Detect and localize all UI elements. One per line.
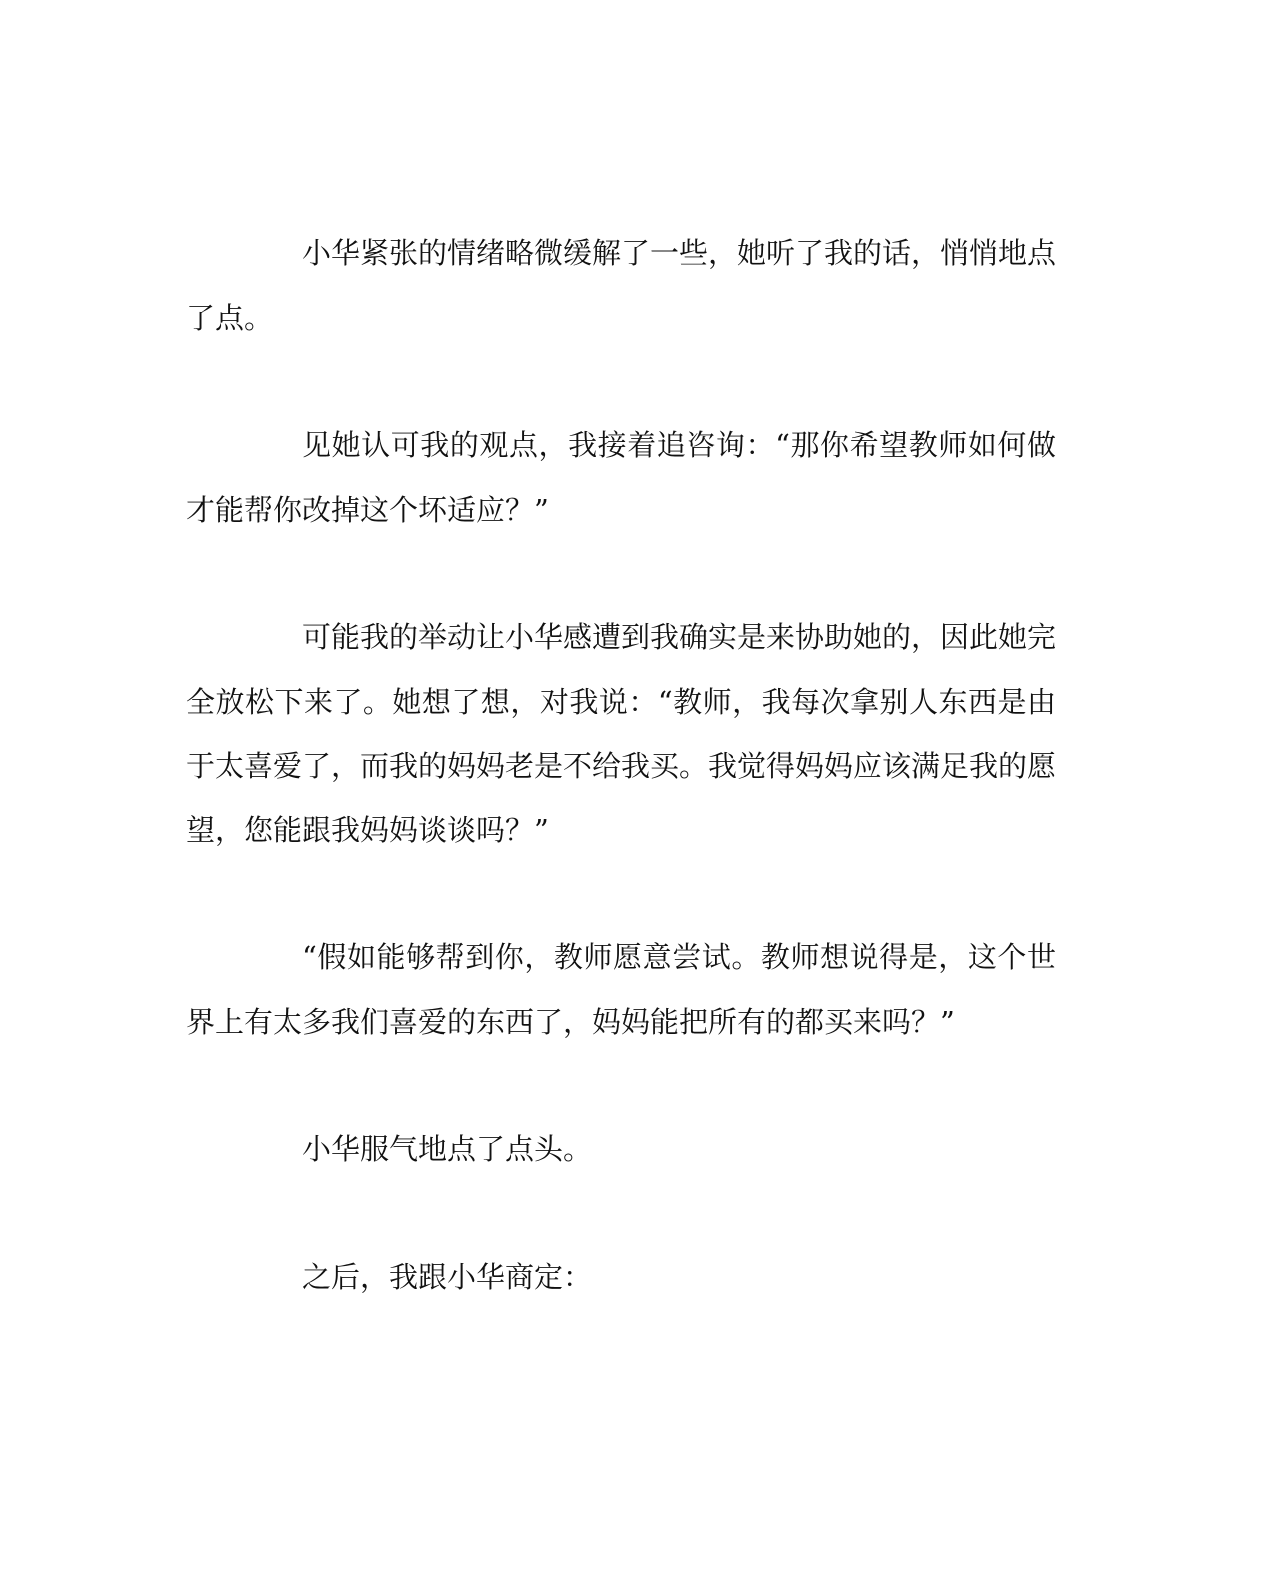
text-line: 小华紧张的情绪略微缓解了一些，她听了我的话，悄悄地点 (302, 236, 1056, 270)
text-line: 见她认可我的观点，我接着追咨询：“那你希望教师如何做 (302, 428, 1056, 462)
text-line: 于太喜爱了，而我的妈妈老是不给我买。我觉得妈妈应该满足我的愿 (186, 749, 1056, 783)
text-line: 望，您能跟我妈妈谈谈吗？” (186, 813, 549, 847)
text-line: 界上有太多我们喜爱的东西了，妈妈能把所有的都买来吗？” (186, 1005, 955, 1039)
text-line: 小华服气地点了点头。 (302, 1132, 593, 1166)
text-line: 全放松下来了。她想了想，对我说：“教师，我每次拿别人东西是由 (186, 685, 1056, 719)
text-line: 之后，我跟小华商定： (302, 1260, 593, 1294)
text-line: “假如能够帮到你，教师愿意尝试。教师想说得是，这个世 (302, 940, 1056, 974)
text-line: 了点。 (186, 301, 274, 335)
text-line: 才能帮你改掉这个坏适应？” (186, 493, 549, 527)
text-line: 可能我的举动让小华感遭到我确实是来协助她的，因此她完 (302, 620, 1056, 654)
